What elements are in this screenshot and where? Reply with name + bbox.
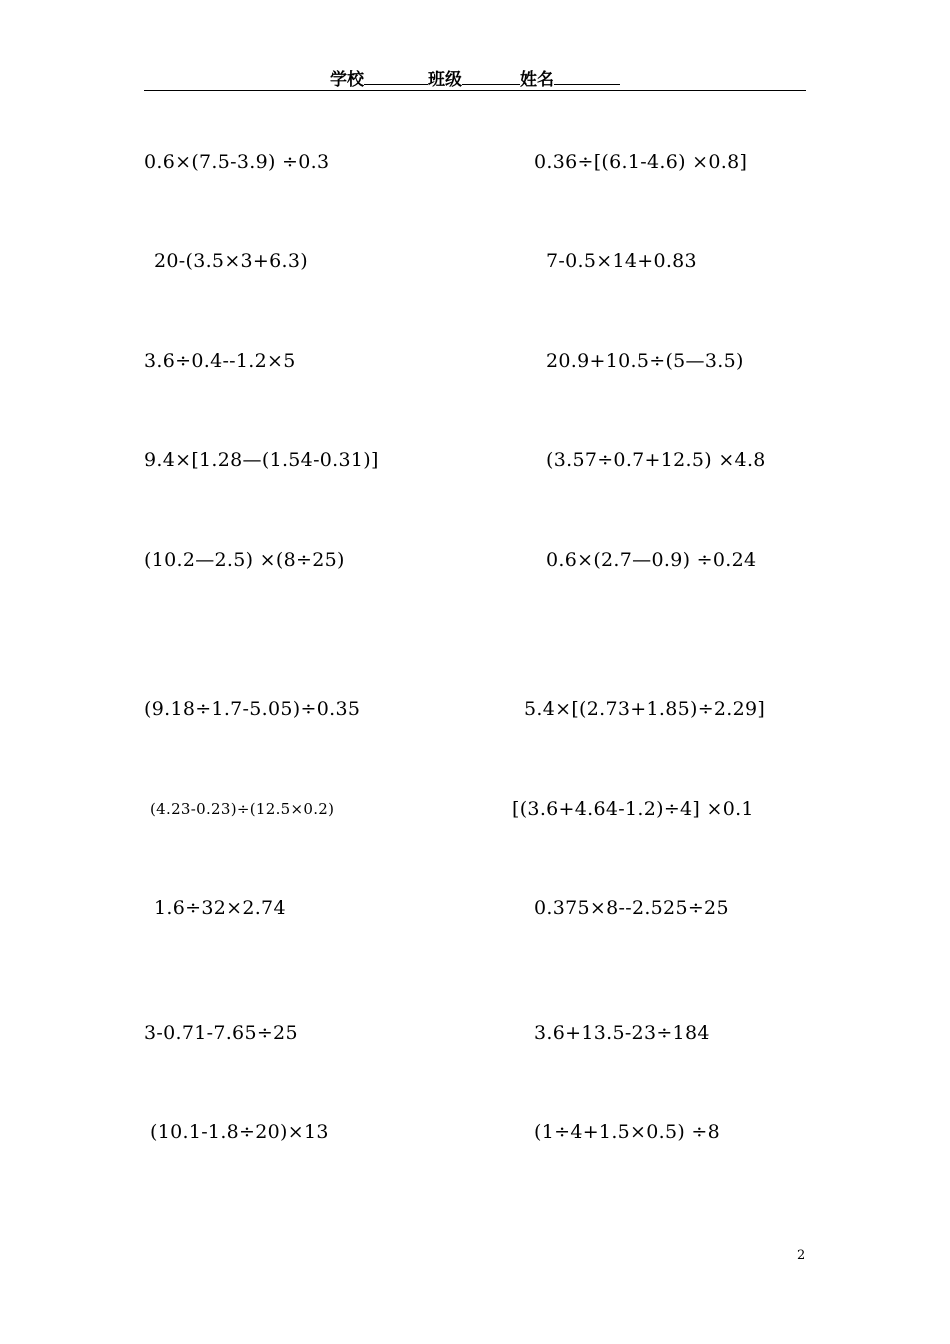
problem-13: (4.23-0.23)÷(12.5×0.2) [150, 800, 335, 818]
class-blank [462, 66, 520, 85]
name-blank [554, 66, 620, 85]
problem-9: (10.2—2.5) ×(8÷25) [144, 549, 345, 571]
problem-17: 3-0.71-7.65÷25 [144, 1022, 298, 1044]
worksheet-header [144, 66, 806, 91]
problem-15: 1.6÷32×2.74 [154, 897, 286, 919]
problem-1: 0.6×(7.5-3.9) ÷0.3 [144, 151, 330, 173]
page-number: 2 [797, 1248, 806, 1263]
class-label: 班级 [428, 70, 462, 90]
problem-2: 0.36÷[(6.1-4.6) ×0.8] [534, 151, 748, 173]
problem-12: 5.4×[(2.73+1.85)÷2.29] [524, 698, 766, 720]
problem-8: (3.57÷0.7+12.5) ×4.8 [546, 449, 766, 471]
name-label: 姓名 [520, 70, 554, 90]
problem-4: 7-0.5×14+0.83 [546, 250, 697, 272]
problem-14: [(3.6+4.64-1.2)÷4] ×0.1 [512, 798, 754, 820]
school-label: 学校 [330, 70, 364, 90]
school-blank [364, 66, 428, 85]
problem-3: 20-(3.5×3+6.3) [154, 250, 308, 272]
problem-20: (1÷4+1.5×0.5) ÷8 [534, 1121, 721, 1143]
problem-18: 3.6+13.5-23÷184 [534, 1022, 710, 1044]
problem-16: 0.375×8--2.525÷25 [534, 897, 729, 919]
problem-6: 20.9+10.5÷(5—3.5) [546, 350, 744, 372]
problem-11: (9.18÷1.7-5.05)÷0.35 [144, 698, 361, 720]
problem-10: 0.6×(2.7—0.9) ÷0.24 [546, 549, 757, 571]
problem-7: 9.4×[1.28—(1.54-0.31)] [144, 449, 379, 471]
problem-5: 3.6÷0.4--1.2×5 [144, 350, 296, 372]
problem-19: (10.1-1.8÷20)×13 [150, 1121, 329, 1143]
